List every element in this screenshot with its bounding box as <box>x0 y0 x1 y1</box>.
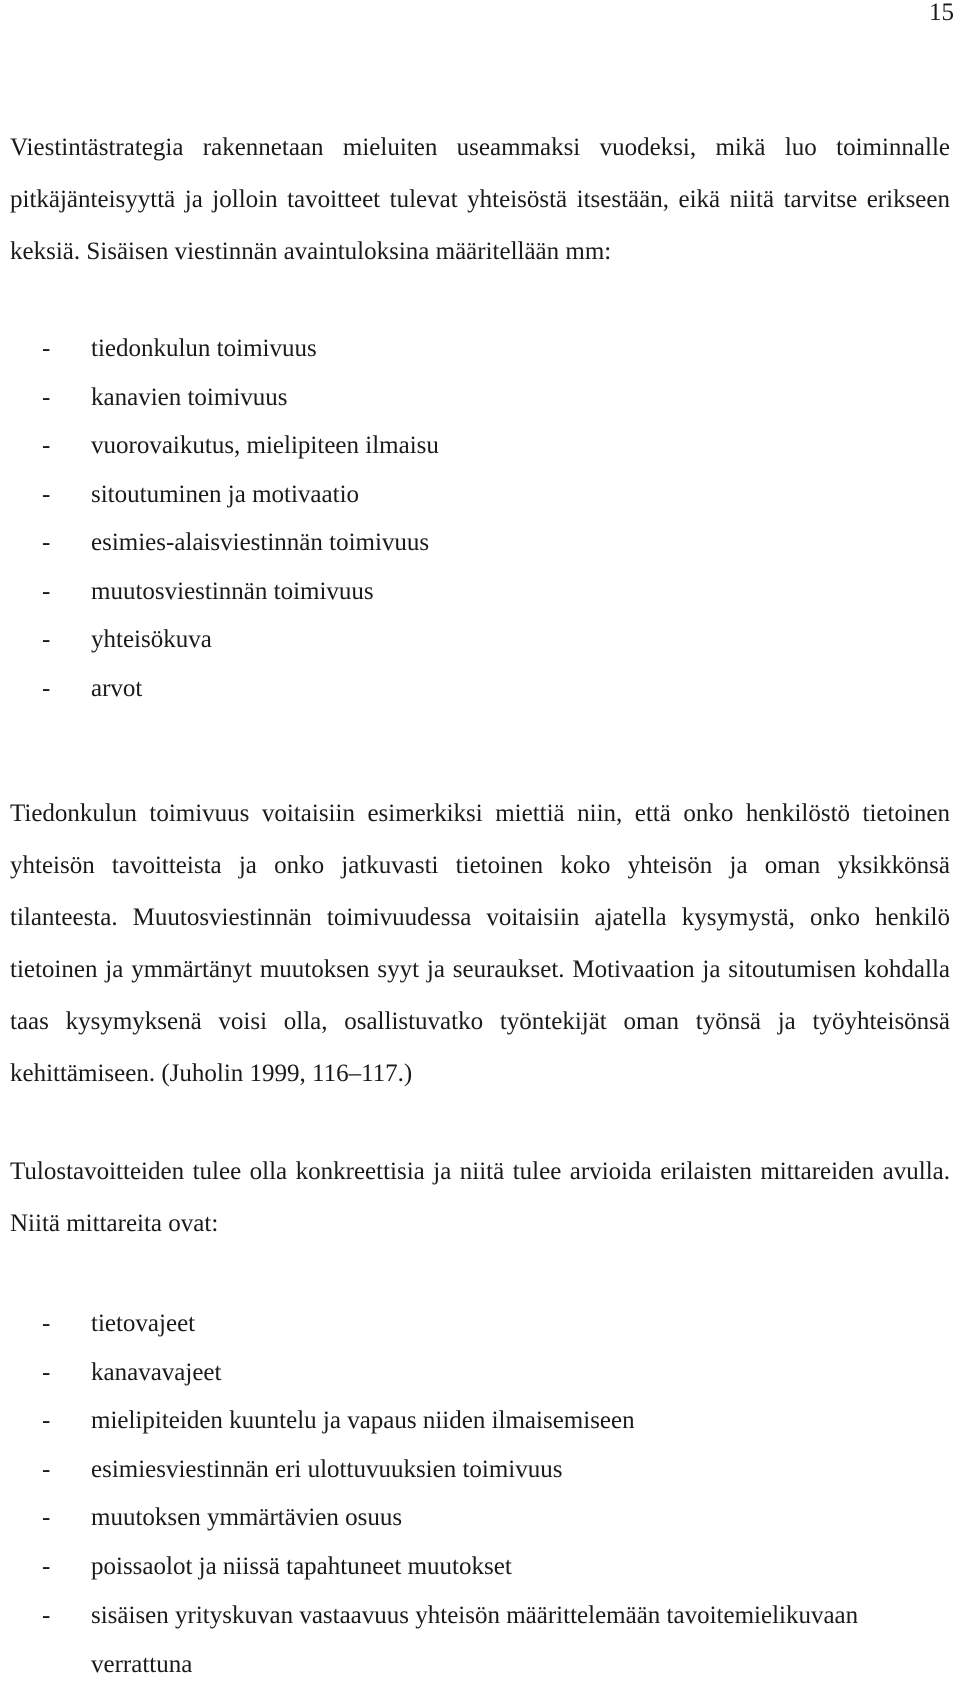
list-item-text: poissaolot ja niissä tapahtuneet muutokset <box>91 1552 512 1580</box>
list-item-text: tietovajeet <box>91 1310 196 1337</box>
page-number: 15 <box>929 0 954 26</box>
list-item <box>10 1543 950 1592</box>
dash-marker: - <box>42 1455 51 1483</box>
list-item <box>10 1300 950 1349</box>
dash-marker: - <box>42 577 51 605</box>
dash-marker: - <box>42 383 51 411</box>
dash-marker: - <box>42 529 51 556</box>
list-item-text: esimiesviestinnän eri ulottuvuuksien toimivuus <box>91 1455 563 1483</box>
list-item <box>10 471 950 520</box>
list-item-text: esimies-alaisviestinnän toimivuus <box>91 529 430 556</box>
list-item <box>10 568 950 617</box>
list-item <box>10 616 950 665</box>
dash-marker: - <box>42 1407 51 1434</box>
list-item-text: tiedonkulun toimivuus <box>91 335 317 362</box>
list-item <box>10 1397 950 1446</box>
list-item-text: kanavien toimivuus <box>91 383 288 411</box>
metrics-intro-paragraph: Tulostavoitteiden tulee olla konkreettisia ja niitä tulee arvioida erilaisten mittareiden avulla. Niitä mittareita ovat: <box>10 1158 950 1237</box>
dash-marker: - <box>42 674 51 702</box>
list-item <box>10 1446 950 1495</box>
explanation-paragraph: Tiedonkulun toimivuus voitaisiin esimerkiksi miettiä niin, että onko henkilöstö tietoinen yhteisön tavoitteista ja onko jatkuvasti tietoinen koko yhteisön ja oman yksikkönsä tilanteesta. Muutosviestinnän toimivuudessa voitaisiin ajatella kysymystä, onko henkilö tietoinen ja ymmärtänyt muutoksen syyt ja seuraukset. Motivaation ja sitoutumisen kohdalla taas kysymyksenä voisi olla, osallistuvatko työntekijät oman työnsä ja työyhteisönsä kehittämiseen. (Juholin 1999, 116–117.) <box>10 800 950 1087</box>
dash-marker: - <box>42 480 51 508</box>
dash-marker: - <box>42 1310 51 1337</box>
list-item-text: mielipiteiden kuuntelu ja vapaus niiden ilmaisemiseen <box>91 1407 635 1434</box>
list-item-text: sitoutuminen ja motivaatio <box>91 480 360 508</box>
list-item-text: sisäisen yrityskuvan vastaavuus yhteisön määrittelemään tavoitemielikuvaan verrattuna <box>91 1602 859 1678</box>
list-item <box>10 519 950 568</box>
dash-marker: - <box>42 1552 51 1580</box>
dash-marker: - <box>42 335 51 362</box>
list-item <box>10 422 950 471</box>
list-item-text: vuorovaikutus, mielipiteen ilmaisu <box>91 432 439 459</box>
intro-paragraph: Viestintästrategia rakennetaan mieluiten useammaksi vuodeksi, mikä luo toiminnalle pitkäjänteisyyttä ja jolloin tavoitteet tulevat yhteisöstä itsestään, eikä niitä tarvitse erikseen keksiä. Sisäisen viestinnän avaintuloksina määritellään mm: <box>10 134 950 265</box>
list-item <box>10 374 950 423</box>
metrics-list <box>10 1300 950 1689</box>
dash-marker: - <box>42 626 51 653</box>
list-item-text: muutosviestinnän toimivuus <box>91 577 374 605</box>
list-item <box>10 665 950 714</box>
list-item-text: yhteisökuva <box>91 626 212 653</box>
list-item-text: arvot <box>91 674 143 702</box>
list-item-text: kanavavajeet <box>91 1358 222 1386</box>
key-results-list <box>10 325 950 713</box>
dash-marker: - <box>42 1504 51 1531</box>
list-item <box>10 1591 950 1689</box>
list-item <box>10 1494 950 1543</box>
dash-marker: - <box>42 1602 51 1629</box>
dash-marker: - <box>42 1358 51 1386</box>
list-item-text: muutoksen ymmärtävien osuus <box>91 1504 403 1531</box>
list-item <box>10 325 950 374</box>
list-item <box>10 1349 950 1398</box>
dash-marker: - <box>42 432 51 459</box>
